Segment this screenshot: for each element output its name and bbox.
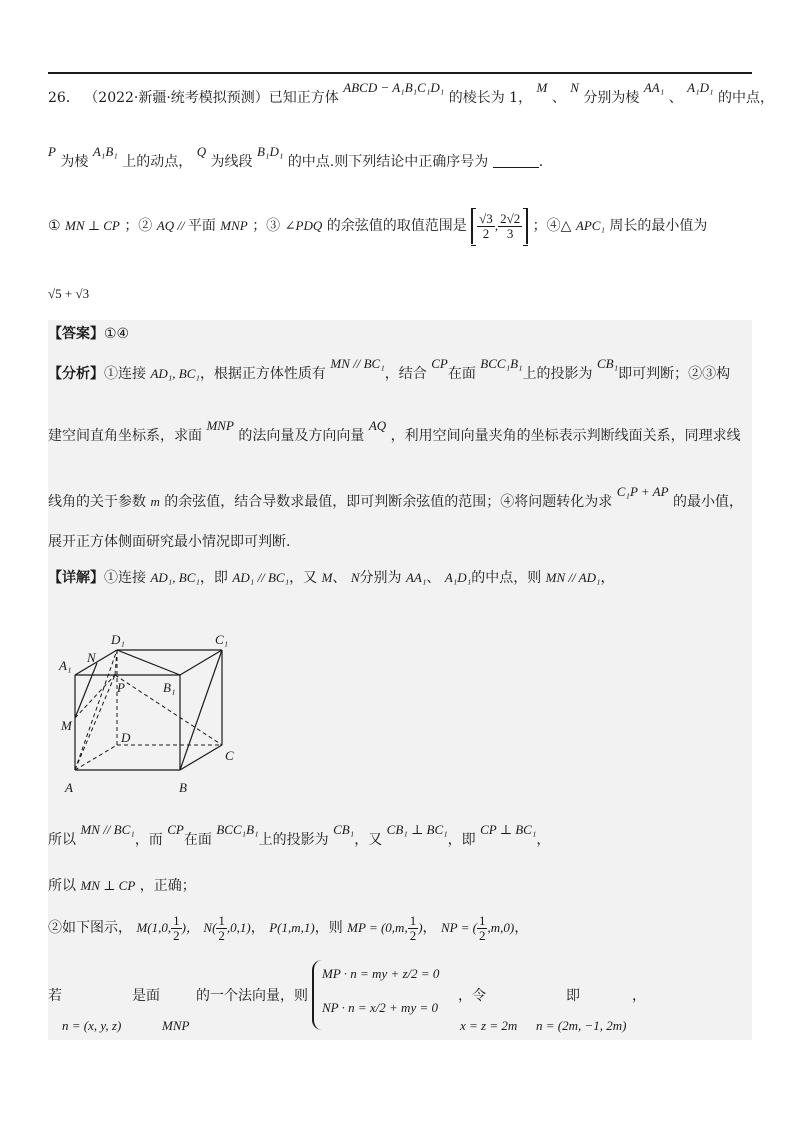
segment-b1d1: B₁D₁ — [256, 144, 284, 159]
denominator: 2 — [478, 927, 486, 943]
detail-line-5j — [632, 986, 646, 1006]
segment-mp — [75, 675, 115, 718]
text: ，而 — [134, 832, 163, 848]
math: AD₁ // BC₁ — [232, 570, 290, 585]
segment-ap — [75, 675, 115, 770]
fraction-half — [408, 914, 419, 943]
problem-number: 26． — [48, 90, 80, 106]
analysis-line-1 — [48, 356, 731, 384]
point-p: P — [48, 144, 56, 159]
text: ，又 — [354, 832, 383, 848]
question-text: 的中点.则下列结论中正确序号为 — [287, 154, 489, 170]
numerator: √3 — [479, 210, 493, 226]
text: ， — [422, 920, 437, 936]
problem-statements — [48, 208, 707, 244]
text: 所以 — [48, 878, 76, 894]
text: 上的投影为 — [258, 832, 329, 848]
numerator: 1 — [173, 912, 180, 928]
equation-1: MP · n = my + z/2 = 0 — [322, 966, 440, 981]
text: ， — [250, 920, 265, 936]
text: 是面 — [132, 988, 160, 1004]
math: AA₁ — [405, 570, 427, 585]
range-bracket — [471, 208, 528, 244]
edge-b1c1 — [180, 650, 222, 675]
analysis-line-2 — [48, 418, 741, 446]
text: 若 — [48, 988, 62, 1004]
math: M — [321, 570, 333, 585]
answer-label: 【答案】 — [48, 326, 104, 342]
answer-value: ①④ — [104, 326, 130, 342]
analysis-line-4 — [48, 532, 290, 552]
detail-line-5h — [566, 986, 580, 1006]
plane-mnp — [162, 1016, 189, 1036]
math: CB₁ — [333, 822, 355, 837]
problem-line-1 — [48, 80, 774, 108]
text: ①连接 — [104, 570, 146, 586]
math: NP = ( — [441, 920, 477, 935]
numerator: 1 — [218, 912, 225, 928]
text: ，利用空间向量夹角的坐标表示判断线面关系，同理求线 — [390, 428, 741, 444]
text: ， — [600, 570, 615, 586]
detail-line-5e — [196, 986, 308, 1006]
math: MNP — [206, 418, 234, 433]
substitution — [460, 1016, 517, 1036]
math: AD₁, BC₁ — [150, 366, 200, 381]
text: 线角的关于参数 — [48, 494, 146, 510]
denominator: 3 — [506, 225, 514, 241]
math: AQ — [368, 418, 387, 433]
edge-d1b1 — [117, 650, 180, 675]
label-d1: D₁ — [111, 632, 125, 647]
comma: , — [494, 218, 499, 233]
segment-text: 为线段 — [210, 154, 253, 170]
text: ，则 — [314, 920, 343, 936]
numerator: 2√2 — [500, 210, 521, 226]
detail-line-1 — [48, 568, 615, 588]
text: ②如下图示， — [48, 920, 132, 936]
edge-a1b1: A₁B₁ — [92, 144, 118, 159]
normal-vector-def — [62, 1016, 121, 1036]
statement-1-mark: ① — [48, 218, 61, 234]
statement-3-text: 的余弦值的取值范围是 — [326, 218, 467, 234]
numerator: 1 — [409, 912, 417, 928]
fraction-2sqrt2-3 — [498, 212, 522, 241]
math: MN ⊥ CP — [80, 878, 136, 893]
moving-text: 上的动点， — [122, 154, 193, 170]
math: MN // BC₁ — [330, 356, 385, 371]
math: CP — [167, 822, 184, 837]
label-b1: B₁ — [163, 680, 176, 695]
edge-a1d1: A₁D₁ — [687, 80, 714, 95]
label-c: C — [225, 748, 234, 763]
label-c1: C₁ — [215, 632, 229, 647]
math: x = z = 2m — [460, 1018, 518, 1033]
edge-ad — [75, 745, 117, 770]
segment-ad1 — [75, 650, 117, 770]
label-a: A — [65, 780, 73, 795]
math: ,m,0) — [487, 920, 515, 935]
fraction-half — [216, 914, 227, 943]
text: 即 — [566, 988, 580, 1004]
text: ，即 — [447, 832, 476, 848]
statement-3-angle: ∠PDQ — [284, 218, 323, 233]
text: 、 — [426, 570, 441, 586]
triangle-apc1: APC₁ — [575, 218, 605, 233]
analysis-line-3 — [48, 484, 744, 512]
detail-line-3 — [48, 876, 196, 896]
math: MP = (0,m, — [347, 920, 408, 935]
analysis-label: 【分析】 — [48, 366, 104, 382]
separator: 、 — [668, 90, 683, 106]
statement-3-mark: ；③ — [252, 218, 281, 234]
detail-line-2 — [48, 822, 551, 850]
math: MNP — [162, 1018, 190, 1033]
point-q: Q — [196, 144, 207, 159]
point-n: N — [570, 80, 579, 95]
math: BCC₁B₁ — [216, 822, 259, 837]
math: MN // AD₁ — [545, 570, 601, 585]
text: 所以 — [48, 832, 76, 848]
normal-vector-result — [536, 1016, 626, 1036]
math: CB₁ — [597, 356, 619, 371]
text: 的法向量及方向向量 — [238, 428, 365, 444]
text: 在面 — [183, 832, 212, 848]
math: )， — [181, 920, 199, 935]
math: AD₁, BC₁ — [150, 570, 200, 585]
detail-line-5c — [132, 986, 160, 1006]
text: ， — [536, 832, 551, 848]
text: 、 — [332, 570, 347, 586]
text: 的中点，则 — [471, 570, 542, 586]
text: ，令 — [458, 988, 486, 1004]
edge-bc1 — [180, 650, 222, 770]
math: ) — [418, 920, 423, 935]
math: ,0,1) — [226, 920, 251, 935]
fraction-sqrt3-2 — [477, 212, 495, 241]
label-m: M — [61, 718, 72, 733]
fraction-half — [477, 914, 488, 943]
text: 上的投影为 — [522, 366, 593, 382]
segment-mn — [75, 663, 97, 718]
math: n = (2m, −1, 2m) — [536, 1018, 627, 1033]
cube-name: ABCD − A₁B₁C₁D₁ — [343, 80, 445, 95]
math: BCC₁B₁ — [480, 356, 523, 371]
label-a1: A₁ — [59, 658, 72, 673]
label-n: N — [87, 650, 96, 665]
statement-2-mark: ；② — [124, 218, 153, 234]
statement-2-plane: 平面 — [187, 218, 216, 234]
problem-line-2 — [48, 144, 544, 172]
equation-system — [312, 960, 454, 1030]
text: ，正确； — [139, 878, 196, 894]
statement-2-b: MNP — [220, 218, 248, 233]
math: MN // BC₁ — [80, 822, 135, 837]
cube-figure — [55, 620, 255, 800]
edge-aa1: AA₁ — [643, 80, 665, 95]
statement-4-mark: ；④△ — [532, 218, 572, 234]
detail-line-4 — [48, 912, 528, 944]
text: ， — [632, 988, 646, 1004]
statement-4-value — [48, 284, 89, 304]
period: . — [538, 154, 544, 170]
math: CP — [431, 356, 448, 371]
math: P(1,m,1) — [269, 920, 315, 935]
math: CP ⊥ BC₁ — [480, 822, 537, 837]
text: 分别为 — [359, 570, 402, 586]
denominator: 2 — [173, 927, 180, 943]
edges-text: 分别为棱 — [583, 90, 640, 106]
midpoint-text: 的中点， — [718, 90, 774, 106]
statement-4-text: 周长的最小值为 — [609, 218, 708, 234]
text: 的余弦值，结合导数求最值，即可判断余弦值的范围；④将问题转化为求 — [164, 494, 613, 510]
separator: 、 — [551, 90, 566, 106]
text: 的一个法向量，则 — [196, 988, 308, 1004]
equation-2: NP · n = x/2 + my = 0 — [322, 1000, 438, 1015]
denominator: 2 — [218, 927, 225, 943]
answer-line — [48, 324, 129, 344]
text: 的最小值， — [673, 494, 744, 510]
statement-1: MN ⊥ CP — [65, 218, 120, 233]
edge-bc — [180, 745, 222, 770]
math: N( — [203, 920, 217, 935]
min-perimeter-value: √5 + √3 — [48, 286, 90, 301]
math: M(1,0, — [136, 920, 172, 935]
text: ，又 — [289, 570, 318, 586]
on-edge-text: 为棱 — [60, 154, 89, 170]
edge-text: 的棱长为 1， — [448, 90, 533, 106]
numerator: 1 — [478, 912, 486, 928]
text: ，根据正方体性质有 — [199, 366, 326, 382]
label-d: D — [121, 730, 131, 745]
edge-a1d1 — [75, 650, 117, 675]
detail-label: 【详解】 — [48, 570, 104, 586]
detail-line-5a — [48, 986, 62, 1006]
denominator: 2 — [482, 225, 490, 241]
text: 展开正方体侧面研究最小情况即可判断. — [48, 534, 291, 550]
header-rule — [48, 72, 752, 74]
math: N — [350, 570, 360, 585]
statement-2-a: AQ // — [156, 218, 188, 233]
math: m — [150, 494, 160, 509]
denominator: 2 — [409, 927, 417, 943]
fraction-half — [171, 914, 182, 943]
math: CB₁ ⊥ BC₁ — [386, 822, 448, 837]
label-b: B — [179, 780, 187, 795]
point-m: M — [536, 80, 548, 95]
answer-blank — [493, 153, 539, 168]
math: n = (x, y, z) — [62, 1018, 122, 1033]
math: A₁D₁ — [444, 570, 472, 585]
detail-line-5f — [458, 986, 486, 1006]
label-p: P — [117, 680, 125, 695]
text: 即可判断；②③构 — [618, 366, 731, 382]
text: ，即 — [199, 570, 228, 586]
text: 建空间直角坐标系，求面 — [48, 428, 202, 444]
problem-source: （2022·新疆·统考模拟预测）已知正方体 — [84, 90, 339, 106]
text: 在面 — [447, 366, 476, 382]
math: C₁P + AP — [616, 484, 669, 499]
text: ①连接 — [104, 366, 146, 382]
text: ，结合 — [384, 366, 427, 382]
text: ， — [514, 920, 529, 936]
